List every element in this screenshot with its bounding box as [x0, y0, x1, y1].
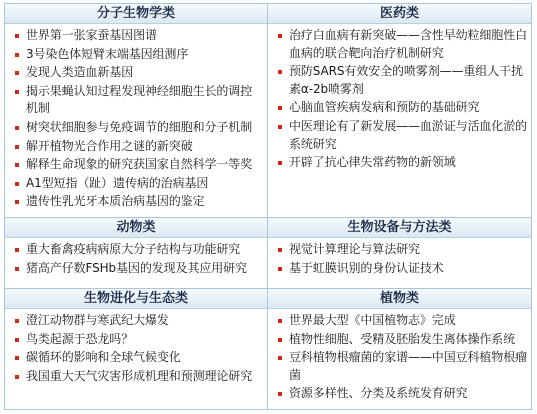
section-evolution-ecology [5, 309, 267, 386]
list-item: 植物性细胞、受精及胚胎发生离体操作系统 [278, 331, 527, 349]
list-item: 遗传性乳光牙本质治病基因的鉴定 [15, 193, 263, 211]
item-list [278, 27, 527, 172]
list-item: 揭示果蝇认知过程发现神经细胞生长的调控机制 [15, 83, 263, 118]
section-header-molecular-biology: 分子生物学类 [5, 4, 267, 24]
list-item: 预防SARS有效安全的喷雾剂——重组人干扰素α-2b喷雾剂 [278, 63, 527, 98]
list-item: 世界最大型《中国植物志》完成 [278, 312, 527, 330]
list-item: 澄江动物群与寒武纪大爆发 [15, 312, 263, 330]
list-item: 开辟了抗心律失常药物的新领域 [278, 154, 527, 172]
list-item: 重大畜禽疫病病原大分子结构与功能研究 [15, 241, 263, 259]
section-header-evolution-ecology: 生物进化与生态类 [5, 289, 267, 309]
list-item: 治疗白血病有新突破——含性早幼粒细胞性白血病的联合靶向治疗机制研究 [278, 27, 527, 62]
section-plants [268, 309, 531, 404]
section-bio-equipment-methods [268, 238, 531, 278]
list-item: 基于虹膜识别的身份认证技术 [278, 260, 527, 278]
section-molecular-biology [5, 24, 267, 212]
list-item: 鸟类起源于恐龙吗？ [15, 331, 263, 349]
list-item: 视觉计算理论与算法研究 [278, 241, 527, 259]
item-list [278, 241, 527, 277]
item-list [15, 27, 263, 211]
list-item: 3号染色体短臂末端基因组测序 [15, 46, 263, 64]
item-list [15, 312, 263, 385]
section-header-plants: 植物类 [268, 289, 531, 309]
section-header-medicine: 医药类 [268, 4, 531, 24]
list-item: 中医理论有了新发展——血淤证与活血化淤的系统研究 [278, 118, 527, 153]
list-item: 我国重大天气灾害形成机理和预测理论研究 [15, 368, 263, 386]
list-item: A1型短指（趾）遗传病的治病基因 [15, 175, 263, 193]
section-animals [5, 238, 267, 278]
research-category-table [4, 3, 532, 410]
section-header-animals: 动物类 [5, 218, 267, 238]
list-item: 树突状细胞参与免疫调节的细胞和分子机制 [15, 119, 263, 137]
list-item: 解开植物光合作用之谜的新突破 [15, 138, 263, 156]
item-list [278, 312, 527, 403]
list-item: 猪高产仔数FSHb基因的发现及其应用研究 [15, 260, 263, 278]
section-header-bio-equipment-methods: 生物设备与方法类 [268, 218, 531, 238]
item-list [15, 241, 263, 277]
list-item: 世界第一张家蚕基因图谱 [15, 27, 263, 45]
list-item: 碳循环的影响和全球气候变化 [15, 349, 263, 367]
list-item: 豆科植物根瘤菌的家谱——中国豆科植物根瘤菌 [278, 349, 527, 384]
list-item: 资源多样性、分类及系统发育研究 [278, 385, 527, 403]
list-item: 解释生命现象的研究获国家自然科学一等奖 [15, 156, 263, 174]
section-medicine [268, 24, 531, 173]
list-item: 心脑血管疾病发病和预防的基础研究 [278, 99, 527, 117]
list-item: 发现人类造血新基因 [15, 64, 263, 82]
